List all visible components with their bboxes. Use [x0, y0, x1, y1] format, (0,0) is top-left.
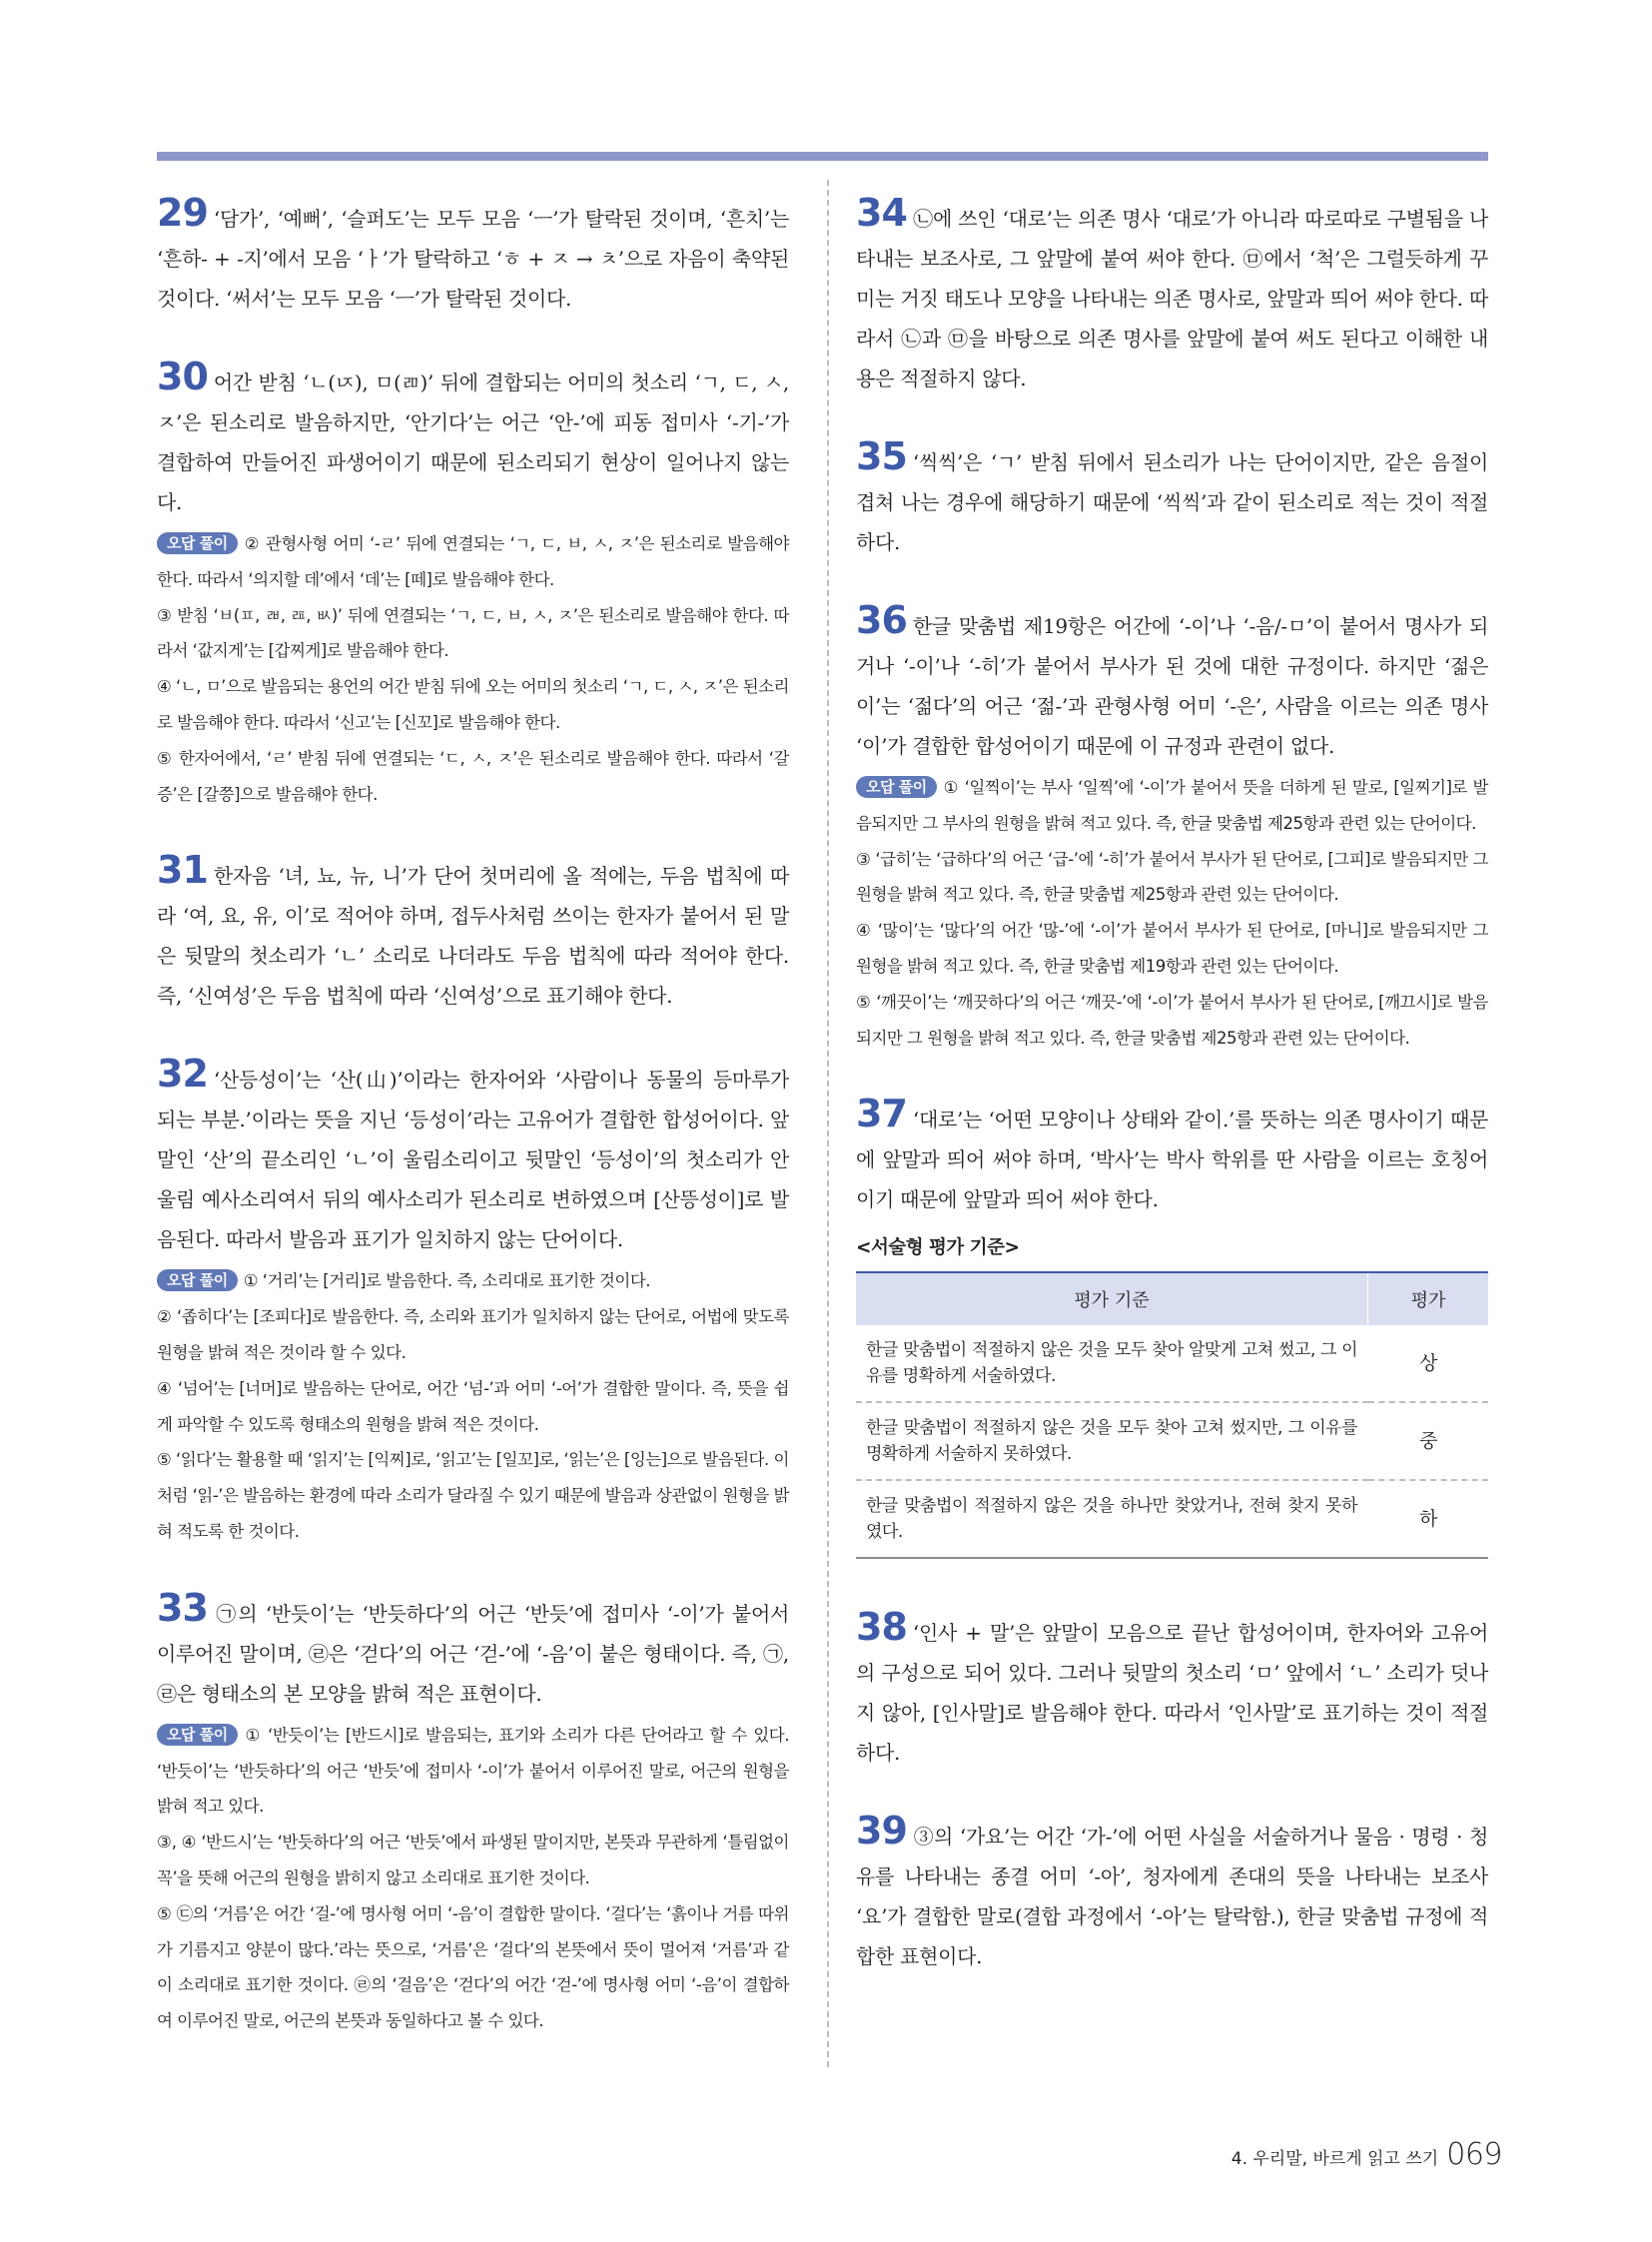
- wrong-line: ⑤ ‘읽다’는 활용할 때 ‘읽지’는 [익찌]로, ‘읽고’는 [일꼬]로, ‘읽는’은 [잉는]으로 발음된다. 이처럼 ‘읽-’은 발음하는 환경에 따라 소리가 달라질 수 있기 때문에 발음과 상관없이 원형을 밝혀 적도록 한 것이다.: [157, 1450, 789, 1541]
- wrong-line: ① ‘거리’는 [거리]로 발음한다. 즉, 소리대로 표기한 것이다.: [243, 1271, 651, 1291]
- item-number: 36: [856, 598, 907, 642]
- item-text: ‘씩씩’은 ‘ㄱ’ 받침 뒤에서 된소리가 나는 단어이지만, 같은 음절이 겹쳐 나는 경우에 해당하기 때문에 ‘씩씩’과 같이 된소리로 적는 것이 적절하다.: [856, 450, 1488, 554]
- wrong-answer-explanation: [157, 1718, 789, 2039]
- answer-29: [157, 191, 789, 319]
- item-number: 34: [856, 191, 907, 235]
- item-text: 어간 받침 ‘ㄴ(ㄵ), ㅁ(ㄻ)’ 뒤에 결합되는 어미의 첫소리 ‘ㄱ, ㄷ, ㅅ, ㅈ’은 된소리로 발음하지만, ‘안기다’는 어근 ‘안-’에 피동 접미사 ‘-기-’가 결합하여 만들어진 파생어이기 때문에 된소리되기 현상이 일어나지 않는다.: [157, 371, 789, 514]
- wrong-answer-explanation: [157, 1263, 789, 1549]
- rubric-criteria: 한글 맞춤법이 적절하지 않은 것을 모두 찾아 고쳐 썼지만, 그 이유를 명확하게 서술하지 못하였다.: [856, 1402, 1368, 1480]
- answer-37: [856, 1092, 1488, 1219]
- wrong-line: ① ‘반듯이’는 [반드시]로 발음되는, 표기와 소리가 다른 단어라고 할 수 있다. ‘반듯이’는 ‘반듯하다’의 어근 ‘반듯’에 접미사 ‘-이’가 붙어서 이루어진 말로, 어근의 원형을 밝혀 적고 있다.: [157, 1725, 789, 1817]
- wrong-answer-badge: 오답 풀이: [157, 532, 238, 554]
- column-divider: [827, 180, 829, 2067]
- item-number: 38: [856, 1605, 907, 1650]
- wrong-line: ⑤ 한자어에서, ‘ㄹ’ 받침 뒤에 연결되는 ‘ㄷ, ㅅ, ㅈ’은 된소리로 발음해야 한다. 따라서 ‘갈증’은 [갈쯩]으로 발음해야 한다.: [157, 748, 789, 804]
- wrong-answer-explanation: [157, 526, 789, 812]
- item-text: ㉠의 ‘반듯이’는 ‘반듯하다’의 어근 ‘반듯’에 접미사 ‘-이’가 붙어서 이루어진 말이며, ㉣은 ‘걷다’의 어근 ‘걷-’에 ‘-음’이 붙은 형태이다. 즉, ㉠, ㉣은 형태소의 본 모양을 밝혀 적은 표현이다.: [157, 1601, 789, 1706]
- item-text: ‘산등성이’는 ‘산(山)’이라는 한자어와 ‘사람이나 동물의 등마루가 되는 부분.’이라는 뜻을 지닌 ‘등성이’라는 고유어가 결합한 합성어이다. 앞말인 ‘산’의 끝소리인 ‘ㄴ’이 울림소리이고 뒷말인 ‘등성이’의 첫소리가 안울림 예사소리여서 뒤의 예사소리가 된소리로 변하였으며 [산뜽성이]로 발음된다. 따라서 발음과 표기가 일치하지 않는 단어이다.: [157, 1068, 789, 1252]
- answer-32: [157, 1052, 789, 1549]
- wrong-line: ② ‘좁히다’는 [조피다]로 발음한다. 즉, 소리와 표기가 일치하지 않는 단어로, 어법에 맞도록 원형을 밝혀 적은 것이라 할 수 있다.: [157, 1307, 789, 1362]
- wrong-line: ③, ④ ‘반드시’는 ‘반듯하다’의 어근 ‘반듯’에서 파생된 말이지만, 본뜻과 무관하게 ‘틀림없이 꼭’을 뜻해 어근의 원형을 밝히지 않고 소리대로 표기한 것이다.: [157, 1833, 789, 1887]
- wrong-line: ⑤ ‘깨끗이’는 ‘깨끗하다’의 어근 ‘깨끗-’에 ‘-이’가 붙어서 부사가 된 단어로, [깨끄시]로 발음되지만 그 원형을 밝혀 적고 있다. 즉, 한글 맞춤법 제25항과 관련 있는 단어이다.: [856, 992, 1488, 1048]
- wrong-line: ① ‘일찍이’는 부사 ‘일찍’에 ‘-이’가 붙어서 뜻을 더하게 된 말로, [일찌기]로 발음되지만 그 부사의 원형을 밝혀 적고 있다. 즉, 한글 맞춤법 제25항과 관련 있는 단어이다.: [856, 778, 1488, 833]
- rubric-title: <서술형 평가 기준>: [856, 1237, 1020, 1259]
- answer-39: [856, 1809, 1488, 1976]
- rubric-row: [856, 1480, 1488, 1558]
- item-number: 33: [157, 1585, 208, 1630]
- item-text: 한자음 ‘녀, 뇨, 뉴, 니’가 단어 첫머리에 올 적에는, 두음 법칙에 따라 ‘여, 요, 유, 이’로 적어야 하며, 접두사처럼 쓰이는 한자가 붙어서 된 말은 뒷말의 첫소리가 ‘ㄴ’ 소리로 나더라도 두음 법칙에 따라 적어야 한다. 즉, ‘신여성’은 두음 법칙에 따라 ‘신여성’으로 표기해야 한다.: [157, 864, 789, 1009]
- item-text: ③의 ‘가요’는 어간 ‘가-’에 어떤 사실을 서술하거나 물음 · 명령 · 청유를 나타내는 종결 어미 ‘-아’, 청자에게 존대의 뜻을 나타내는 보조사 ‘요’가 결합한 말로(결합 과정에서 ‘-아’는 탈락함.), 한글 맞춤법 규정에 적합한 표현이다.: [856, 1825, 1488, 1969]
- item-number: 35: [856, 434, 907, 478]
- wrong-answer-badge: 오답 풀이: [157, 1724, 238, 1746]
- item-text: ‘대로’는 ‘어떤 모양이나 상태와 같이.’를 뜻하는 의존 명사이기 때문에 앞말과 띄어 써야 하며, ‘박사’는 박사 학위를 딴 사람을 이르는 호칭어이기 때문에 앞말과 띄어 써야 한다.: [856, 1108, 1488, 1212]
- rubric-criteria: 한글 맞춤법이 적절하지 않은 것을 하나만 찾았거나, 전혀 찾지 못하였다.: [856, 1480, 1368, 1558]
- rubric-header-row: [856, 1272, 1488, 1325]
- wrong-line: ③ 받침 ‘ㅂ(ㅍ, ㄼ, ㄿ, ㅄ)’ 뒤에 연결되는 ‘ㄱ, ㄷ, ㅂ, ㅅ, ㅈ’은 된소리로 발음해야 한다. 따라서 ‘값지게’는 [갑찌게]로 발음해야 한다.: [157, 605, 789, 661]
- wrong-line: ② 관형사형 어미 ‘-ㄹ’ 뒤에 연결되는 ‘ㄱ, ㄷ, ㅂ, ㅅ, ㅈ’은 된소리로 발음해야 한다. 따라서 ‘의지할 데’에서 ‘데’는 [떼]로 발음해야 한다.: [157, 534, 789, 589]
- rubric-grade: 중: [1368, 1402, 1489, 1480]
- answer-30: [157, 355, 789, 812]
- page-footer: [1232, 2137, 1502, 2172]
- chapter-title: 4. 우리말, 바르게 읽고 쓰기: [1231, 2149, 1439, 2169]
- item-number: 29: [157, 191, 208, 235]
- item-text: ‘담가’, ‘예뻐’, ‘슬퍼도’는 모두 모음 ‘ㅡ’가 탈락된 것이며, ‘흔치’는 ‘흔하- + -지’에서 모음 ‘ㅏ’가 탈락하고 ‘ㅎ + ㅈ → ㅊ’으로 자음이 축약된 것이다. ‘써서’는 모두 모음 ‘ㅡ’가 탈락된 것이다.: [157, 207, 789, 311]
- answer-36: [856, 598, 1488, 1056]
- item-number: 37: [856, 1092, 907, 1136]
- wrong-answer-badge: 오답 풀이: [157, 1269, 238, 1291]
- item-number: 30: [157, 355, 208, 398]
- wrong-line: ⑤ ㉢의 ‘거름’은 어간 ‘걸-’에 명사형 어미 ‘-음’이 결합한 말이다. ‘걸다’는 ‘흙이나 거름 따위가 기름지고 양분이 많다.’라는 뜻으로, ‘거름’은 ‘걸다’의 본뜻에서 뜻이 멀어져 ‘거름’과 같이 소리대로 표기한 것이다. ㉣의 ‘걸음’은 ‘걷다’의 어간 ‘걷-’에 명사형 어미 ‘-음’이 결합하여 이루어진 말로, 어근의 본뜻과 동일하다고 볼 수 있다.: [157, 1903, 789, 2031]
- rubric-row: [856, 1402, 1488, 1480]
- item-text: ‘인사 + 말’은 앞말이 모음으로 끝난 합성어이며, 한자어와 고유어의 구성으로 되어 있다. 그러나 뒷말의 첫소리 ‘ㅁ’ 앞에서 ‘ㄴ’ 소리가 덧나지 않아, [인사말]로 발음해야 한다. 따라서 ‘인사말’로 표기하는 것이 적절하다.: [856, 1621, 1488, 1766]
- rubric-criteria: 한글 맞춤법이 적절하지 않은 것을 모두 찾아 알맞게 고쳐 썼고, 그 이유를 명확하게 서술하였다.: [856, 1325, 1368, 1402]
- top-rule: [157, 152, 1488, 161]
- item-number: 32: [157, 1052, 208, 1097]
- rubric-grade: 상: [1368, 1325, 1489, 1402]
- item-text: 한글 맞춤법 제19항은 어간에 ‘-이’나 ‘-음/-ㅁ’이 붙어서 명사가 되거나 ‘-이’나 ‘-히’가 붙어서 부사가 된 것에 대한 규정이다. 하지만 ‘젊은이’는 ‘젊다’의 어근 ‘젊-’과 관형사형 어미 ‘-은’, 사람을 이르는 의존 명사 ‘이’가 결합한 합성어이기 때문에 이 규정과 관련이 없다.: [856, 614, 1488, 758]
- wrong-answer-explanation: [856, 770, 1488, 1056]
- answer-33: [157, 1585, 789, 2039]
- wrong-answer-badge: 오답 풀이: [856, 776, 937, 798]
- wrong-line: ④ ‘ㄴ, ㅁ’으로 발음되는 용언의 어간 받침 뒤에 오는 어미의 첫소리 ‘ㄱ, ㄷ, ㅅ, ㅈ’은 된소리로 발음해야 한다. 따라서 ‘신고’는 [신꼬]로 발음해야 한다.: [157, 677, 789, 732]
- answer-31: [157, 848, 789, 1016]
- rubric-table: [856, 1271, 1488, 1559]
- item-number: 31: [157, 848, 208, 893]
- right-column: [856, 191, 1488, 2016]
- rubric-grade: 하: [1368, 1480, 1489, 1558]
- wrong-line: ④ ‘많이’는 ‘많다’의 어간 ‘많-’에 ‘-이’가 붙어서 부사가 된 단어로, [마니]로 발음되지만 그 원형을 밝혀 적고 있다. 즉, 한글 맞춤법 제19항과 관련 있는 단어이다.: [856, 921, 1488, 976]
- answer-35: [856, 434, 1488, 562]
- wrong-line: ③ ‘급히’는 ‘급하다’의 어근 ‘급-’에 ‘-히’가 붙어서 부사가 된 단어로, [그피]로 발음되지만 그 원형을 밝혀 적고 있다. 즉, 한글 맞춤법 제25항과 관련 있는 단어이다.: [856, 849, 1488, 905]
- rubric-header-grade: 평가: [1368, 1272, 1489, 1325]
- page-number: 069: [1446, 2137, 1502, 2172]
- rubric-row: [856, 1325, 1488, 1402]
- item-text: ㉡에 쓰인 ‘대로’는 의존 명사 ‘대로’가 아니라 따로따로 구별됨을 나타내는 보조사로, 그 앞말에 붙여 써야 한다. ㉤에서 ‘척’은 그럴듯하게 꾸미는 거짓 태도나 모양을 나타내는 의존 명사로, 앞말과 띄어 써야 한다. 따라서 ㉡과 ㉤을 바탕으로 의존 명사를 앞말에 붙여 써도 된다고 이해한 내용은 적절하지 않다.: [856, 207, 1488, 390]
- answer-38: [856, 1605, 1488, 1773]
- wrong-line: ④ ‘넘어’는 [너머]로 발음하는 단어로, 어간 ‘넘-’과 어미 ‘-어’가 결합한 말이다. 즉, 뜻을 쉽게 파악할 수 있도록 형태소의 원형을 밝혀 적은 것이다.: [157, 1378, 789, 1434]
- rubric-header-criteria: 평가 기준: [856, 1272, 1368, 1325]
- answer-34: [856, 191, 1488, 398]
- item-number: 39: [856, 1809, 907, 1854]
- left-column: [157, 191, 789, 2079]
